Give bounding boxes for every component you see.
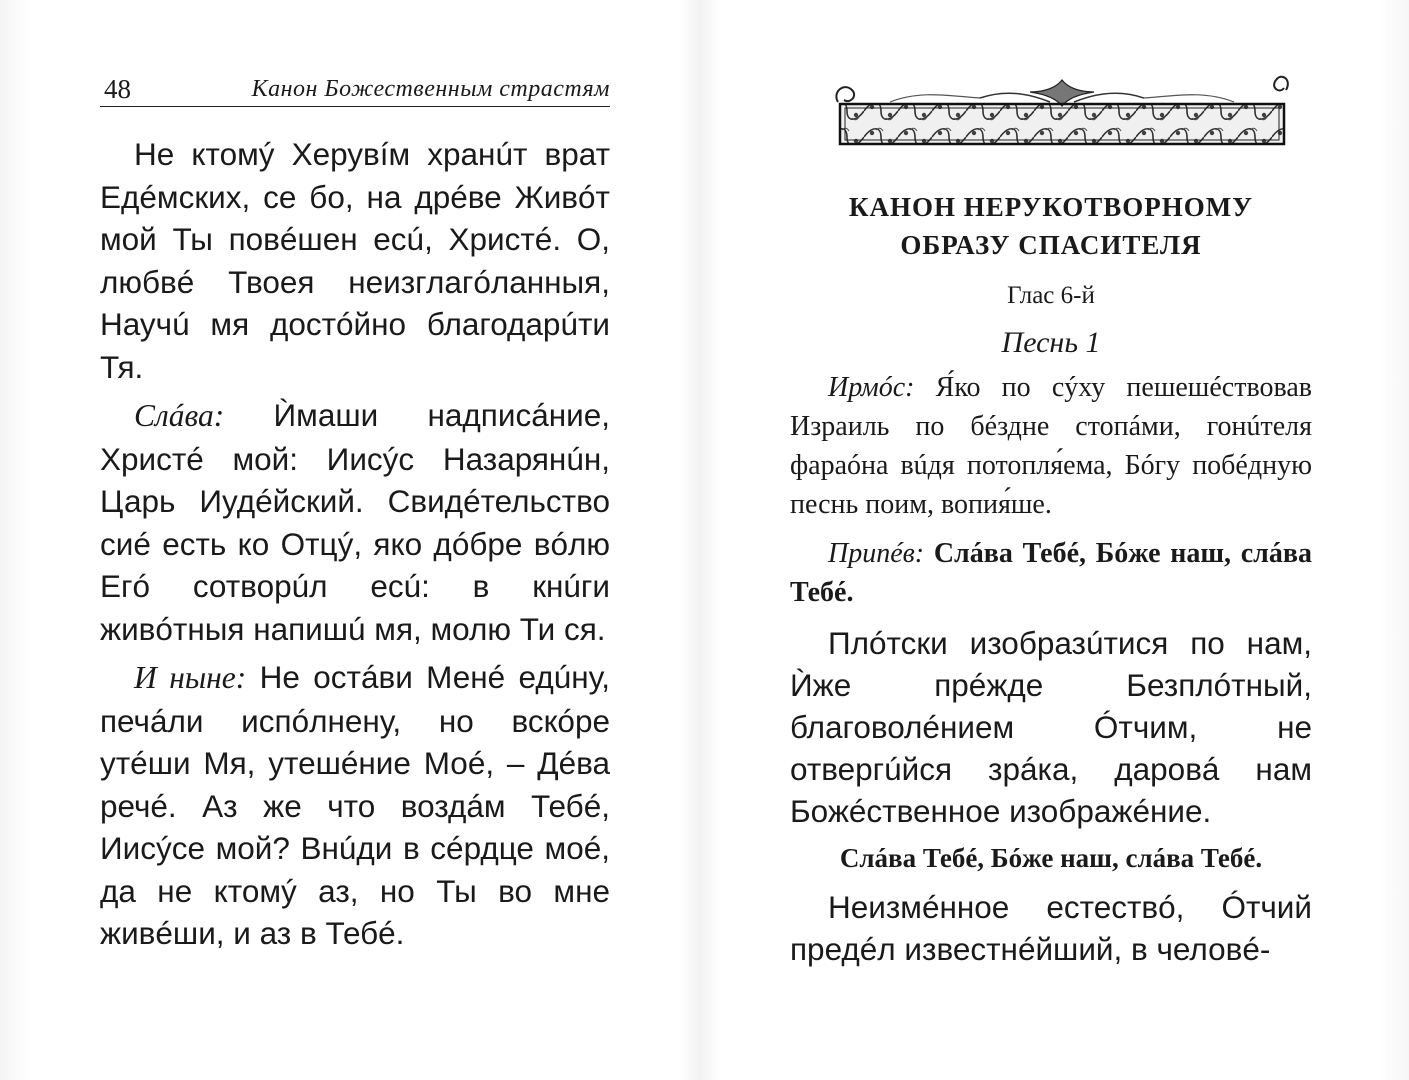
ornament-headpiece-icon bbox=[830, 72, 1294, 152]
refrain-line: Слáва Тебé, Бóже наш, слáва Тебé. bbox=[839, 843, 1263, 873]
ode-heading: Песнь 1 bbox=[1001, 326, 1101, 359]
refrain-paragraph bbox=[790, 534, 1312, 612]
refrain-text: Слáва Тебé, Бóже наш, слáва Тебé. bbox=[790, 538, 1312, 608]
refrain-label: Припéв: bbox=[828, 538, 925, 569]
running-head bbox=[100, 70, 610, 107]
troparion-2: Неизмéнное естествó, Óтчий предéл известнéйший, в человé- bbox=[790, 889, 1312, 967]
canon-title bbox=[790, 188, 1312, 264]
troparion-1: Плóтски изобразúтися по нам, Ѝже прéжде Безплóтный, благоволéнием Óтчим, не отвергúйся зрáка, даровá нам Божéственное изображéние. bbox=[790, 625, 1312, 829]
irmos-text: Я́ко по сýху пешешéствовав Израиль по бéздне стопáми, гонúтеля фараóна вúдя потопля́ема, Бóгу побéдную песнь поим, вопия́ше. bbox=[790, 372, 1312, 520]
irmos-label: Ирмóс: bbox=[828, 372, 915, 403]
left-page-body bbox=[100, 133, 610, 955]
canon-title-line-2: ОБРАЗУ СПАСИТЕЛЯ bbox=[900, 230, 1202, 260]
left-paragraph-1: Не ктомý Херувíм хранúт врат Едéмских, се бо, на дрéве Живóт мой Ты повéшен есú, Христé. О, любвé Твоея неизглагóланныя, Научú мя достóйно благодарúти Тя. bbox=[100, 136, 610, 385]
left-page bbox=[100, 70, 610, 961]
and-now-label: И ныне: bbox=[134, 660, 247, 695]
and-now-text: Не остáви Менé едúну, печáли испóлнену, но вскóре утéши Мя, утешéние Моé, – Дéва речé. Аз же что воздáм Тебé, Иисýсе мой? Внúди в сéрдце моé, да не ктомý аз, но Ты во мне живéши, и аз в Тебé. bbox=[100, 659, 610, 951]
glory-text: Ѝмаши надписáние, Христé мой: Иисýс Назарянúн, Царь Иудéйский. Свидéтельство сиé есть ко Отцý, яко дóбре вóлю Егó сотворúл есú: в кнúги живóтныя напишú мя, молю Ти ся. bbox=[100, 397, 610, 647]
running-title: Канон Божественным страстям bbox=[251, 76, 610, 102]
tone-label: Глас 6-й bbox=[1007, 282, 1095, 309]
right-page bbox=[790, 72, 1312, 976]
left-paragraph-3 bbox=[100, 656, 610, 955]
irmos-paragraph bbox=[790, 368, 1312, 524]
glory-label: Слáва: bbox=[134, 398, 225, 433]
right-page-body bbox=[790, 368, 1312, 970]
page-number: 48 bbox=[104, 74, 131, 104]
left-paragraph-2 bbox=[100, 394, 610, 650]
canon-title-line-1: КАНОН НЕРУКОТВОРНОМУ bbox=[848, 192, 1254, 222]
